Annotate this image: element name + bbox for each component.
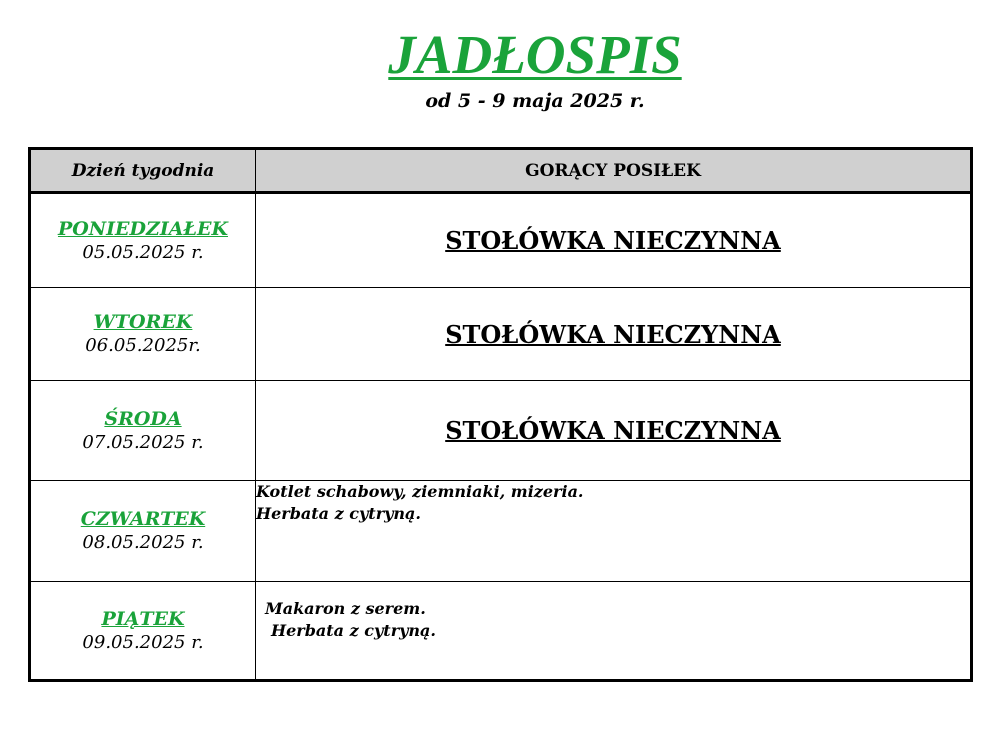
meal-cell: [256, 582, 972, 681]
day-date: 06.05.2025r.: [85, 335, 201, 356]
day-date: 08.05.2025 r.: [82, 532, 204, 553]
day-date: 05.05.2025 r.: [82, 241, 204, 263]
meal-cell: [256, 193, 972, 288]
meal-cell: [256, 481, 972, 582]
column-header-day: Dzień tygodnia: [30, 149, 256, 193]
canteen-closed-notice: STOŁÓWKA NIECZYNNA: [445, 416, 781, 445]
date-range-subtitle: od 5 - 9 maja 2025 r.: [425, 90, 645, 112]
canteen-closed-notice: STOŁÓWKA NIECZYNNA: [445, 226, 781, 255]
meal-line: Kotlet schabowy, ziemniaki, mizeria.: [256, 482, 584, 501]
table-row-tuesday: [30, 288, 972, 381]
day-name: PIĄTEK: [101, 607, 185, 630]
day-name: CZWARTEK: [80, 508, 206, 530]
table-row-friday: [30, 582, 972, 681]
canteen-closed-notice: STOŁÓWKA NIECZYNNA: [445, 319, 781, 349]
day-cell: [30, 288, 256, 381]
table-header-row: [30, 149, 972, 193]
day-name: WTOREK: [93, 311, 193, 333]
meal-cell: [256, 381, 972, 481]
meal-line: Herbata z cytryną.: [271, 621, 436, 640]
day-date: 09.05.2025 r.: [82, 631, 204, 653]
meal-line: Herbata z cytryną.: [256, 504, 421, 523]
day-cell: [30, 193, 256, 288]
day-cell: [30, 481, 256, 582]
menu-title: JADŁOSPIS: [388, 24, 682, 85]
day-cell: [30, 381, 256, 481]
menu-table: [28, 147, 973, 682]
meal-cell: [256, 288, 972, 381]
meal-line: Makaron z serem.: [265, 599, 426, 618]
day-cell: [30, 582, 256, 681]
table-row-thursday: [30, 481, 972, 582]
table-row-monday: [30, 193, 972, 288]
day-date: 07.05.2025 r.: [82, 431, 204, 453]
column-header-hot-meal: GORĄCY POSIŁEK: [256, 149, 972, 193]
day-name: PONIEDZIAŁEK: [57, 217, 229, 240]
day-name: ŚRODA: [104, 407, 182, 430]
table-row-wednesday: [30, 381, 972, 481]
